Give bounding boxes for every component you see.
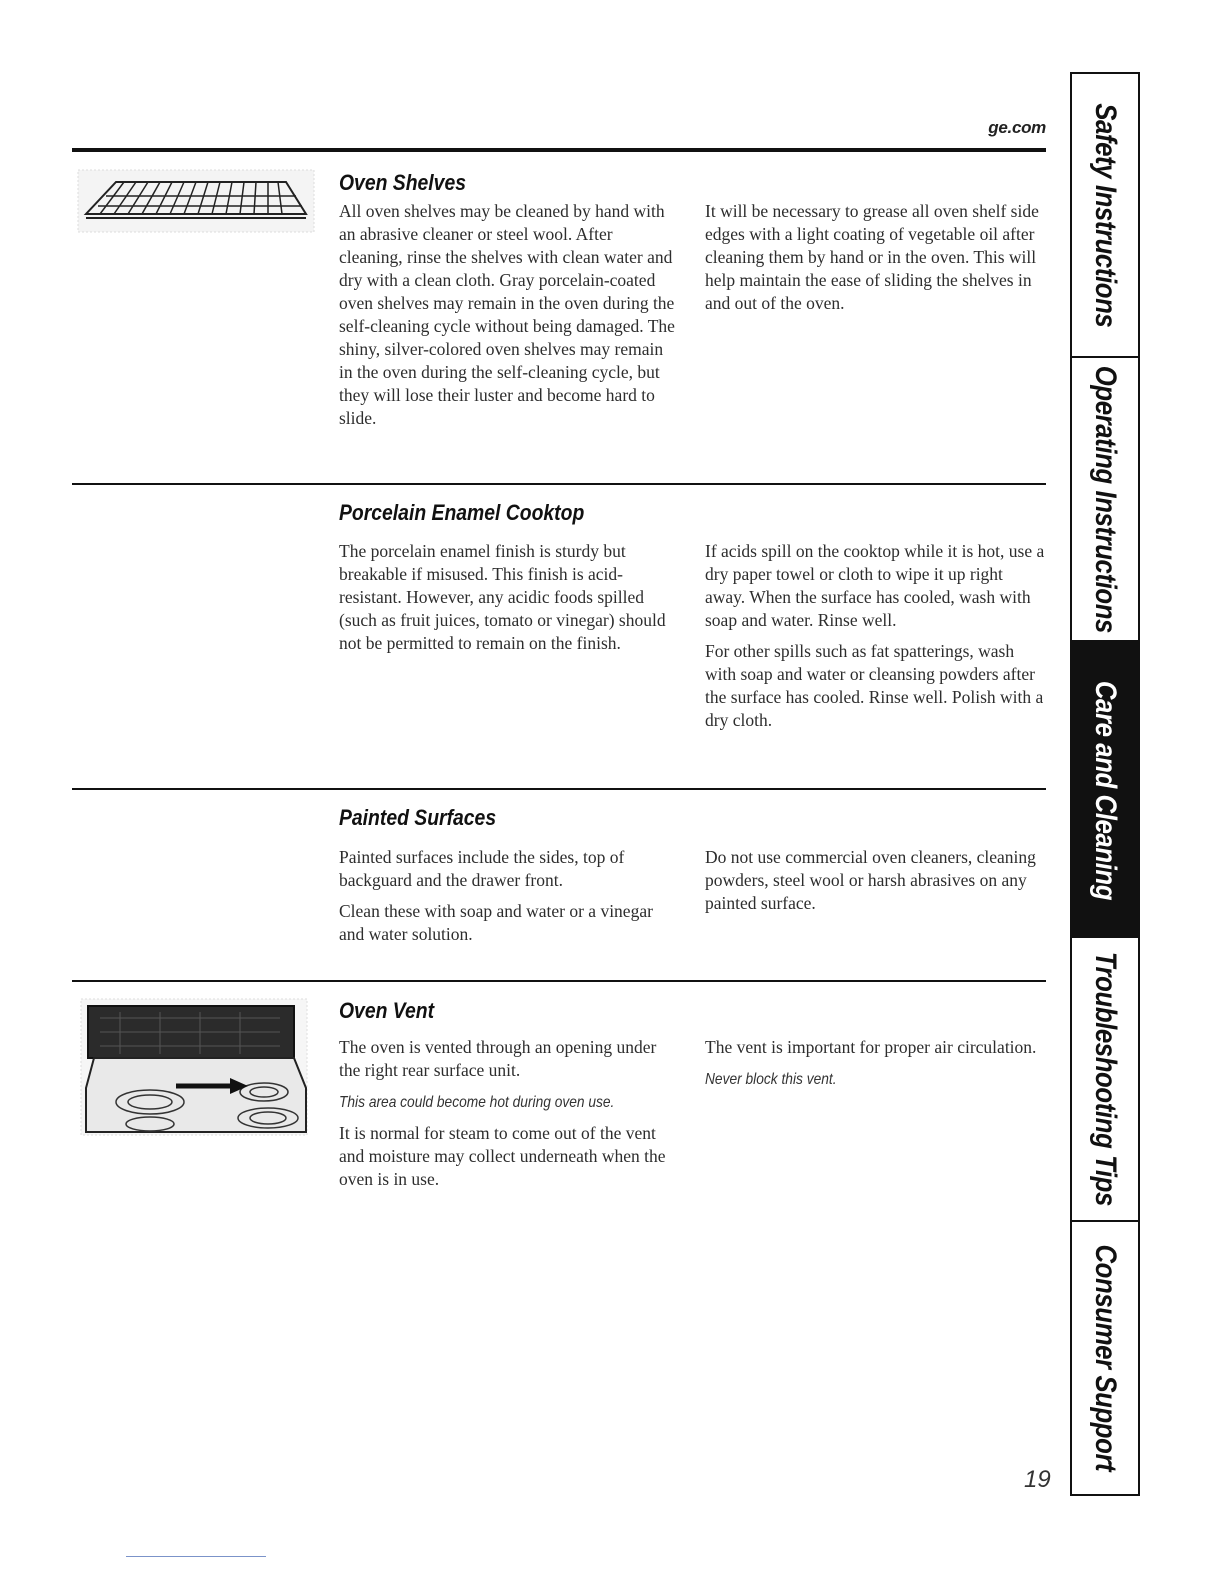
paragraph: Clean these with soap and water or a vinegar and water solution. bbox=[339, 901, 653, 944]
hot-area-note: This area could become hot during oven use. bbox=[339, 1094, 615, 1111]
tab-safety-instructions[interactable] bbox=[1072, 74, 1138, 358]
block-vent-note: Never block this vent. bbox=[705, 1071, 837, 1088]
tab-label: Care and Cleaning bbox=[1089, 680, 1122, 900]
section-divider bbox=[72, 980, 1046, 982]
section-title-porcelain-cooktop: Porcelain Enamel Cooktop bbox=[339, 500, 585, 525]
paragraph: The vent is important for proper air circulation. bbox=[705, 1037, 1037, 1057]
cooktop-col1 bbox=[339, 540, 679, 663]
tab-troubleshooting-tips[interactable] bbox=[1072, 938, 1138, 1222]
tab-label: Troubleshooting Tips bbox=[1089, 951, 1122, 1207]
site-url: ge.com bbox=[988, 118, 1046, 137]
cooktop-col2 bbox=[705, 540, 1045, 740]
cooktop-vent-illustration bbox=[80, 998, 308, 1136]
section-divider bbox=[72, 483, 1046, 485]
paragraph: It is normal for steam to come out of the vent and moisture may collect underneath when the oven is in use. bbox=[339, 1123, 666, 1189]
paragraph: It will be necessary to grease all oven shelf side edges with a light coating of vegetable oil after cleaning them by hand or in the oven. This will help maintain the ease of sliding the shelves in and out of the oven. bbox=[705, 201, 1039, 313]
paragraph: Painted surfaces include the sides, top of backguard and the drawer front. bbox=[339, 847, 625, 890]
vent-col1 bbox=[339, 1036, 679, 1199]
paragraph: For other spills such as fat spatterings, wash with soap and water or cleansing powders after the surface has cooled. Rinse well. Polish with a dry cloth. bbox=[705, 641, 1044, 730]
tab-operating-instructions[interactable] bbox=[1072, 358, 1138, 642]
section-title-oven-vent: Oven Vent bbox=[339, 998, 435, 1023]
painted-col2 bbox=[705, 846, 1045, 923]
paragraph: If acids spill on the cooktop while it is hot, use a dry paper towel or cloth to wipe it up right away. When the surface has cooled, wash with soap and water. Rinse well. bbox=[705, 541, 1045, 630]
page-number: 19 bbox=[1024, 1466, 1051, 1493]
side-tab-strip bbox=[1070, 72, 1140, 1496]
painted-col1 bbox=[339, 846, 679, 954]
oven-shelves-col1 bbox=[339, 200, 679, 438]
paragraph: All oven shelves may be cleaned by hand with an abrasive cleaner or steel wool. After cleaning, rinse the shelves with clean water and dry with a clean cloth. Gray porcelain-coated oven shelves may remain in the oven during the self-cleaning cycle without being damaged. The shiny, silver-colored oven shelves may remain in the oven during the self-cleaning cycle, but they will lose their luster and become hard to slide. bbox=[339, 201, 675, 428]
section-title-painted-surfaces: Painted Surfaces bbox=[339, 805, 497, 830]
vent-col2 bbox=[705, 1036, 1045, 1099]
oven-shelf-illustration bbox=[76, 166, 316, 236]
tab-label: Consumer Support bbox=[1089, 1244, 1122, 1472]
paragraph: The oven is vented through an opening under the right rear surface unit. bbox=[339, 1037, 657, 1080]
tab-consumer-support[interactable] bbox=[1072, 1222, 1138, 1494]
tab-label: Operating Instructions bbox=[1089, 365, 1122, 633]
oven-shelves-col2 bbox=[705, 200, 1045, 323]
header-rule bbox=[72, 148, 1046, 152]
section-title-oven-shelves: Oven Shelves bbox=[339, 170, 466, 195]
tab-care-and-cleaning[interactable] bbox=[1072, 642, 1138, 938]
tab-label: Safety Instructions bbox=[1089, 102, 1122, 328]
bottom-link-underline bbox=[126, 1556, 266, 1557]
paragraph: The porcelain enamel finish is sturdy but breakable if misused. This finish is acid-resistant. However, any acidic foods spilled (such as fruit juices, tomato or vinegar) should not be permitted to remain on the finish. bbox=[339, 541, 666, 653]
paragraph: Do not use commercial oven cleaners, cleaning powders, steel wool or harsh abrasives on any painted surface. bbox=[705, 847, 1036, 913]
section-divider bbox=[72, 788, 1046, 790]
